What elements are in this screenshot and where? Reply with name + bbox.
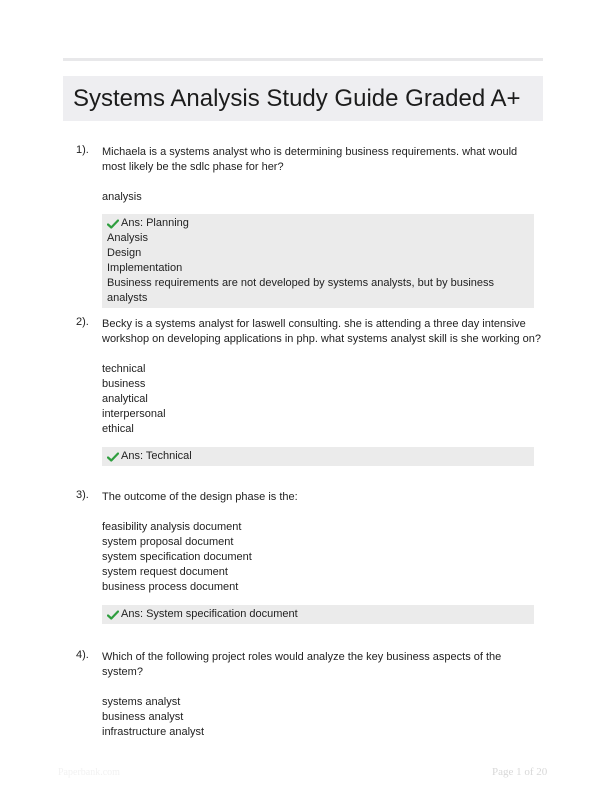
question-text: Which of the following project roles would analyze the key business aspects of the system? [102, 651, 502, 678]
question-number: 3). [76, 489, 89, 501]
question-1 [63, 145, 543, 308]
page-indicator: Page 1 of 20 [492, 766, 548, 778]
options-list [102, 695, 542, 740]
option: analysis [102, 191, 142, 203]
answer-label: Ans: Planning [121, 217, 189, 229]
checkmark-icon [107, 452, 119, 462]
options-list [102, 190, 542, 205]
options-list [102, 362, 542, 437]
answer-box [102, 214, 534, 308]
option: ethical [102, 423, 134, 435]
title-banner [63, 76, 543, 121]
answer-label: Ans: System specification document [121, 608, 298, 620]
question-number: 1). [76, 144, 89, 156]
option: interpersonal [102, 408, 166, 420]
option: system request document [102, 566, 228, 578]
answer-box [102, 447, 534, 466]
footer-watermark: Paperbank.com [58, 767, 120, 778]
checkmark-icon [107, 610, 119, 620]
answer-extra: Design [107, 247, 142, 259]
option: system proposal document [102, 536, 234, 548]
option: business analyst [102, 711, 184, 723]
option: feasibility analysis document [102, 521, 242, 533]
option: business [102, 378, 146, 390]
question-text: Becky is a systems analyst for laswell consulting. she is attending a three day intensive workshop on developing applications in php. what systems analyst skill is she working on? [102, 318, 542, 345]
answer-extra: Analysis [107, 232, 148, 244]
option: business process document [102, 581, 239, 593]
answer-extra: Implementation [107, 262, 183, 274]
option: technical [102, 363, 146, 375]
answer-label: Ans: Technical [121, 450, 192, 462]
question-number: 4). [76, 649, 89, 661]
page-title: Systems Analysis Study Guide Graded A+ [73, 84, 521, 112]
option: infrastructure analyst [102, 726, 205, 738]
question-3 [63, 490, 543, 624]
question-2 [63, 317, 543, 466]
option: systems analyst [102, 696, 181, 708]
top-divider [63, 58, 543, 61]
options-list [102, 520, 542, 595]
question-4 [63, 650, 543, 740]
answer-extra: Business requirements are not developed by systems analysts, but by business analysts [107, 277, 495, 304]
option: analytical [102, 393, 148, 405]
answer-box [102, 605, 534, 624]
question-text: The outcome of the design phase is the: [102, 491, 298, 503]
checkmark-icon [107, 219, 119, 229]
option: system specification document [102, 551, 252, 563]
question-text: Michaela is a systems analyst who is determining business requirements. what would most likely be the sdlc phase for her? [102, 146, 518, 173]
question-number: 2). [76, 316, 89, 328]
